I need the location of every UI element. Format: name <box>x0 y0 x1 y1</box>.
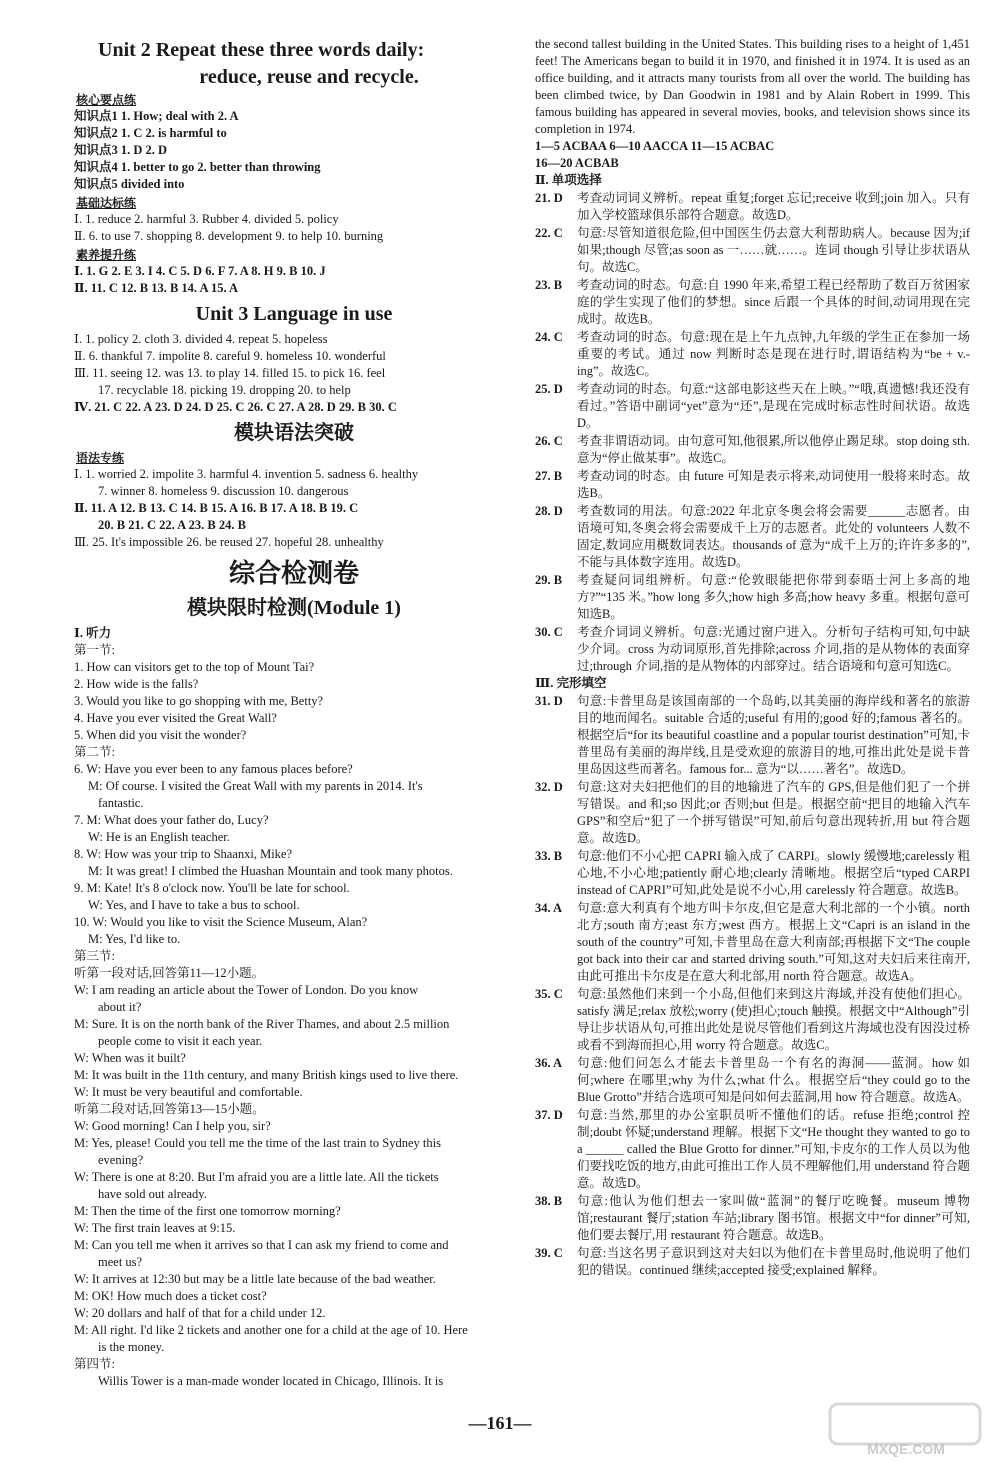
explanation-text: 句意:他认为他们想去一家叫做“蓝洞”的餐厅吃晚餐。museum 博物馆;restaurant 餐厅;station 车站;library 图书馆。根据文中“for dinner”可知,他们要去餐厅,用 restaurant 符合题意。故选B。 <box>577 1194 970 1242</box>
answer-number: 30. C <box>535 625 563 639</box>
section3-heading: Ⅲ. 完形填空 <box>535 676 607 690</box>
literacy-line: Ⅱ. 11. C 12. B 13. B 14. A 15. A <box>74 281 239 295</box>
core-line: 知识点1 1. How; deal with 2. A <box>74 109 239 123</box>
explanation-text: 考查动词的时态。句意:自 1990 年来,希望工程已经帮助了数百万贫困家庭的学生实现了他们的梦想。since 后跟一个具体的时间,动词用现在完成时。故选B。 <box>577 278 970 326</box>
answer-number: 26. C <box>535 434 563 448</box>
explanation-item <box>535 779 970 847</box>
part4-heading: 第四节: <box>74 1357 115 1371</box>
section-basic: 基础达标练 <box>76 196 137 210</box>
explanation-item <box>535 381 970 432</box>
unit2-title: Unit 2 Repeat these three words daily: <box>98 39 425 61</box>
dialogue-line: M: It was great! I climbed the Huashan Mountain and took many photos. <box>88 864 453 878</box>
grammar-title: 模块语法突破 <box>234 422 354 444</box>
part1-heading: 第一节: <box>74 643 115 657</box>
dialogue-line: M: It was built in the 11th century, and many British kings used to live there. <box>74 1068 459 1082</box>
unit3-line: Ⅰ. 1. policy 2. cloth 3. divided 4. repeat 5. hopeless <box>74 332 328 346</box>
answer-number: 24. C <box>535 330 563 344</box>
dialogue-line: M: Sure. It is on the north bank of the River Thames, and about 2.5 million <box>74 1017 450 1031</box>
dialogue-line: fantastic. <box>98 796 144 810</box>
explanation-item <box>535 848 970 899</box>
dialogue-line: M: Of course. I visited the Great Wall with my parents in 2014. It's <box>88 779 423 793</box>
explanation-item <box>535 624 970 675</box>
dialogue-line: is the money. <box>98 1340 165 1354</box>
explanation-text: 考查动词的时态。由 future 可知是表示将来,动词使用一般将来时态。故选B。 <box>577 469 970 500</box>
part2-list <box>74 761 514 948</box>
single-choice-explanations <box>535 190 970 675</box>
listening-question: 2. How wide is the falls? <box>74 677 199 691</box>
explanation-item <box>535 1245 970 1279</box>
unit3-title: Unit 3 Language in use <box>195 303 393 325</box>
answer-number: 21. D <box>535 191 563 205</box>
part3-dialogue-2 <box>74 1118 514 1356</box>
unit2-subtitle: reduce, reuse and recycle. <box>199 66 419 88</box>
section-literacy: 素养提升练 <box>76 248 137 262</box>
dialogue-line: W: When was it built? <box>74 1051 186 1065</box>
dialogue-line: W: Yes, and I have to take a bus to school. <box>88 898 300 912</box>
explanation-item <box>535 190 970 224</box>
explanation-item <box>535 572 970 623</box>
dialogue-line: M: Can you tell me when it arrives so that I can ask my friend to come and <box>74 1238 449 1252</box>
basic-line: Ⅱ. 6. to use 7. shopping 8. development 9. to help 10. burning <box>74 229 384 243</box>
explanation-item <box>535 1193 970 1244</box>
section-core: 核心要点练 <box>76 93 137 107</box>
explanation-text: 句意:当这名男子意识到这对夫妇以为他们在卡普里岛时,他说明了他们犯的错误。continued 继续;accepted 接受;explained 解释。 <box>577 1246 970 1277</box>
dialogue-line: 9. M: Kate! It's 8 o'clock now. You'll be late for school. <box>74 881 350 895</box>
dialogue-line: 8. W: How was your trip to Shaanxi, Mike? <box>74 847 293 861</box>
answer-number: 33. B <box>535 849 563 863</box>
grammar-line: 20. B 21. C 22. A 23. B 24. B <box>98 518 246 532</box>
explanation-item <box>535 433 970 467</box>
answer-number: 25. D <box>535 382 563 396</box>
dialogue-line: 6. W: Have you ever been to any famous places before? <box>74 762 353 776</box>
listening-question: 5. When did you visit the wonder? <box>74 728 247 742</box>
part3-intro-1: 听第一段对话,回答第11—12小题。 <box>74 966 265 980</box>
dialogue-line: W: It arrives at 12:30 but may be a little late because of the bad weather. <box>74 1272 436 1286</box>
answer-number: 31. D <box>535 694 563 708</box>
explanation-text: 考查动词词义辨析。repeat 重复;forget 忘记;receive 收到;join 加入。只有加入学校篮球俱乐部符合题意。故选D。 <box>577 191 970 222</box>
answer-number: 36. A <box>535 1056 563 1070</box>
dialogue-line: 7. M: What does your father do, Lucy? <box>74 813 269 827</box>
grammar-line: Ⅲ. 25. It's impossible 26. be reused 27. hopeful 28. unhealthy <box>74 535 384 549</box>
grammar-line: Ⅱ. 11. A 12. B 13. C 14. B 15. A 16. B 17. A 18. B 19. C <box>74 501 359 515</box>
answer-number: 38. B <box>535 1194 563 1208</box>
page-number: —161— <box>468 1413 532 1433</box>
dialogue-line: M: Yes, I'd like to. <box>88 932 181 946</box>
explanation-text: 考查非谓语动词。由句意可知,他很累,所以他停止踢足球。stop doing sth. 意为“停止做某事”。故选C。 <box>577 434 970 465</box>
dialogue-line: about it? <box>98 1000 142 1014</box>
explanation-text: 句意:虽然他们来到一个小岛,但他们来到这片海域,并没有使他们担心。satisfy 满足;relax 放松;worry (使)担心;touch 触摸。根据文中“Although”引导让步状语从句,可推出此处是说尽管他们看到这片海域也没有因没过桥或看不到海而担心,用 worry 符合题意。故选C。 <box>577 987 970 1052</box>
dialogue-line: W: The first train leaves at 9:15. <box>74 1221 236 1235</box>
answer-number: 22. C <box>535 226 563 240</box>
module-title: 模块限时检测(Module 1) <box>187 597 401 619</box>
unit3-line: 17. recyclable 18. picking 19. dropping 20. to help <box>98 383 351 397</box>
part3-intro-2: 听第二段对话,回答第13—15小题。 <box>74 1102 265 1116</box>
listening-heading: Ⅰ. 听力 <box>74 626 112 640</box>
dialogue-line: M: All right. I'd like 2 tickets and another one for a child at the age of 10. Here <box>74 1323 468 1337</box>
unit3-line: Ⅳ. 21. C 22. A 23. D 24. D 25. C 26. C 27. A 28. D 29. B 30. C <box>74 400 397 414</box>
answer-number: 32. D <box>535 780 563 794</box>
listening-question: 1. How can visitors get to the top of Mount Tai? <box>74 660 315 674</box>
core-line: 知识点3 1. D 2. D <box>74 143 168 157</box>
explanation-text: 考查介词词义辨析。句意:光通过窗户进入。分析句子结构可知,句中缺少介词。cross 为动词原形,首先排除;across 介词,指的是从物体的表面穿过;through 介词,指的是从物体的内部穿过。结合语境和句意可知选C。 <box>577 625 970 673</box>
section2-heading: Ⅱ. 单项选择 <box>535 173 602 187</box>
dialogue-line: W: He is an English teacher. <box>88 830 230 844</box>
explanation-text: 句意:卡普里岛是该国南部的一个岛屿,以其美丽的海岸线和著名的旅游目的地而闻名。suitable 合适的;useful 有用的;good 好的;famous 著名的。根据空后“for its beautiful coastline and a popular tourist destination”可知,卡普里岛有美丽的海岸线,且是受欢迎的旅游目的地,可推出此处是说卡普里岛因这些而著名。famous for... 意为“以……著名”。故选D。 <box>577 694 970 776</box>
dialogue-line: W: I am reading an article about the Tower of London. Do you know <box>74 983 419 997</box>
answers-row-2: 16—20 ACBAB <box>535 156 619 170</box>
dialogue-line: W: There is one at 8:20. But I'm afraid you are a little late. All the tickets <box>74 1170 439 1184</box>
explanation-item <box>535 503 970 571</box>
dialogue-line: W: It must be very beautiful and comfortable. <box>74 1085 303 1099</box>
explanation-text: 句意:尽管知道很危险,但中国医生仍去意大利帮助病人。because 因为;if 如果;though 尽管;as soon as 一……就……。连词 though 引导让步状语从句。故选C。 <box>577 226 970 274</box>
unit3-line: Ⅱ. 6. thankful 7. impolite 8. careful 9. homeless 10. wonderful <box>74 349 386 363</box>
explanation-text: 句意:这对夫妇把他们的目的地输进了汽车的 GPS,但是他们犯了一个拼写错误。and 和;so 因此;or 否则;but 但是。根据空前“把目的地输入汽车 GPS”和空后“犯了一个拼写错误”可知,前后句意出现转折,用 but 符合题意。故选D。 <box>577 780 970 845</box>
listening-question: 4. Have you ever visited the Great Wall? <box>74 711 277 725</box>
dialogue-line: W: Good morning! Can I help you, sir? <box>74 1119 271 1133</box>
answer-number: 39. C <box>535 1246 563 1260</box>
literacy-line: Ⅰ. 1. G 2. E 3. I 4. C 5. D 6. F 7. A 8. H 9. B 10. J <box>74 264 326 278</box>
core-line: 知识点2 1. C 2. is harmful to <box>74 126 227 140</box>
explanation-item <box>535 468 970 502</box>
answer-number: 34. A <box>535 901 563 915</box>
explanation-item <box>535 329 970 380</box>
part3-heading: 第三节: <box>74 949 115 963</box>
part1-list <box>74 659 514 744</box>
dialogue-line: people come to visit it each year. <box>98 1034 263 1048</box>
part3-dialogue-1 <box>74 982 514 1101</box>
right-column <box>535 36 970 1279</box>
answer-number: 29. B <box>535 573 563 587</box>
explanation-text: 句意:当然,那里的办公室职员听不懂他们的话。refuse 拒绝;control 控制;doubt 怀疑;understand 理解。根据下文“He thought they wanted to go to a ______ called the Blue Grotto for dinner.”可知,卡皮尔的工作人员以为他们要找吃饭的地方,由此可推出工作人员不理解他们,用 understand 符合题意。故选D。 <box>577 1108 970 1190</box>
answer-number: 23. B <box>535 278 563 292</box>
grammar-line: Ⅰ. 1. worried 2. impolite 3. harmful 4. invention 5. sadness 6. healthy <box>74 467 419 481</box>
answer-number: 27. B <box>535 469 563 483</box>
grammar-line: 7. winner 8. homeless 9. discussion 10. dangerous <box>98 484 349 498</box>
section-grammar: 语法专练 <box>76 451 125 465</box>
explanation-text: 考查动词的时态。句意:“这部电影这些天在上映。”“哦,真遗憾!我还没有看过。”答语中副词“yet”意为“还”,是现在完成时标志性时间状语。故选D。 <box>577 382 970 430</box>
answer-number: 37. D <box>535 1108 563 1122</box>
dialogue-line: evening? <box>98 1153 144 1167</box>
core-line: 知识点5 divided into <box>74 177 185 191</box>
explanation-item <box>535 693 970 778</box>
dialogue-line: W: 20 dollars and half of that for a child under 12. <box>74 1306 326 1320</box>
left-column <box>74 36 514 1390</box>
explanation-item <box>535 986 970 1054</box>
cloze-explanations <box>535 693 970 1279</box>
watermark-logo <box>828 1398 988 1458</box>
explanation-text: 句意:意大利真有个地方叫卡尔皮,但它是意大利北部的一个小镇。north 北方;south 南方;east 东方;west 西方。根据上文“Capri is an island in the south of the country”可知,卡普里岛在意大利南部;再根据下文“The couple got back into their car and started driving south.”可知,这对夫妇后来往南开,由此可推出卡尔皮是在意大利北部,用 north 符合题意。故选A。 <box>577 901 970 983</box>
listening-question: 3. Would you like to go shopping with me, Betty? <box>74 694 324 708</box>
dialogue-line: meet us? <box>98 1255 143 1269</box>
explanation-item <box>535 225 970 276</box>
answers-row-1: 1—5 ACBAA 6—10 AACCA 11—15 ACBAC <box>535 139 775 153</box>
passage-continued: the second tallest building in the United States. This building rises to a height of 1,451 feet! The Americans began to build it in 1970, and finished it in 1974. It is used as an office building, and it attracts many tourists from all over the world. The building has been climbed twice, by Dan Goodwin in 1981 and by Alain Robert in 1999. This famous building has appeared in several movies, books, and television shows since its completion in 1974. <box>535 37 970 136</box>
dialogue-line: 10. W: Would you like to visit the Science Museum, Alan? <box>74 915 368 929</box>
explanation-text: 句意:他们问怎么才能去卡普里岛一个有名的海洞——蓝洞。how 如何;where 在哪里;why 为什么;what 什么。根据空后“they could go to the Blue Grotto”并结合选项可知是问如何去蓝洞,用 how 符合题意。故选A。 <box>577 1056 970 1104</box>
watermark-text: MXQE.COM <box>867 1441 945 1457</box>
explanation-text: 考查数词的用法。句意:2022 年北京冬奥会将会需要______志愿者。由语境可知,冬奥会将会需要成千上万的志愿者。此处的 volunteers 人数不固定,数词应用概数词表达。thousands of 意为“成千上万的;许许多多的”,不能与具体数字连用。故选D。 <box>577 504 970 569</box>
explanation-text: 考查动词的时态。句意:现在是上午九点钟,九年级的学生正在参加一场重要的考试。通过 now 判断时态是现在进行时,谓语结构为“be + v.-ing”。故选C。 <box>577 330 970 378</box>
part2-heading: 第二节: <box>74 745 115 759</box>
explanation-text: 考查疑问词组辨析。句意:“伦敦眼能把你带到泰晤士河上多高的地方?”“135 米。”how long 多久;how high 多高;how heavy 多重。根据句意可知选B。 <box>577 573 970 621</box>
core-line: 知识点4 1. better to go 2. better than throwing <box>74 160 321 174</box>
dialogue-line: have sold out already. <box>98 1187 207 1201</box>
dialogue-line: M: OK! How much does a ticket cost? <box>74 1289 267 1303</box>
explanation-text: 句意:他们不小心把 CAPRI 输入成了 CARPI。slowly 缓慢地;carelessly 粗心地,不小心地;patiently 耐心地;clearly 清晰地。根据空后“typed CARPI instead of CAPRI”可知,此处是说不小心,用 carelessly 符合题意。故选B。 <box>577 849 970 897</box>
explanation-item <box>535 1107 970 1192</box>
answer-number: 35. C <box>535 987 563 1001</box>
part4-passage-line: Willis Tower is a man-made wonder located in Chicago, Illinois. It is <box>98 1374 444 1388</box>
answer-number: 28. D <box>535 504 563 518</box>
dialogue-line: M: Yes, please! Could you tell me the time of the last train to Sydney this <box>74 1136 441 1150</box>
dialogue-line: M: Then the time of the first one tomorrow morning? <box>74 1204 341 1218</box>
explanation-item <box>535 1055 970 1106</box>
unit3-line: Ⅲ. 11. seeing 12. was 13. to play 14. filled 15. to pick 16. feel <box>74 366 386 380</box>
explanation-item <box>535 900 970 985</box>
basic-line: Ⅰ. 1. reduce 2. harmful 3. Rubber 4. divided 5. policy <box>74 212 339 226</box>
exam-title: 综合检测卷 <box>228 559 359 588</box>
explanation-item <box>535 277 970 328</box>
